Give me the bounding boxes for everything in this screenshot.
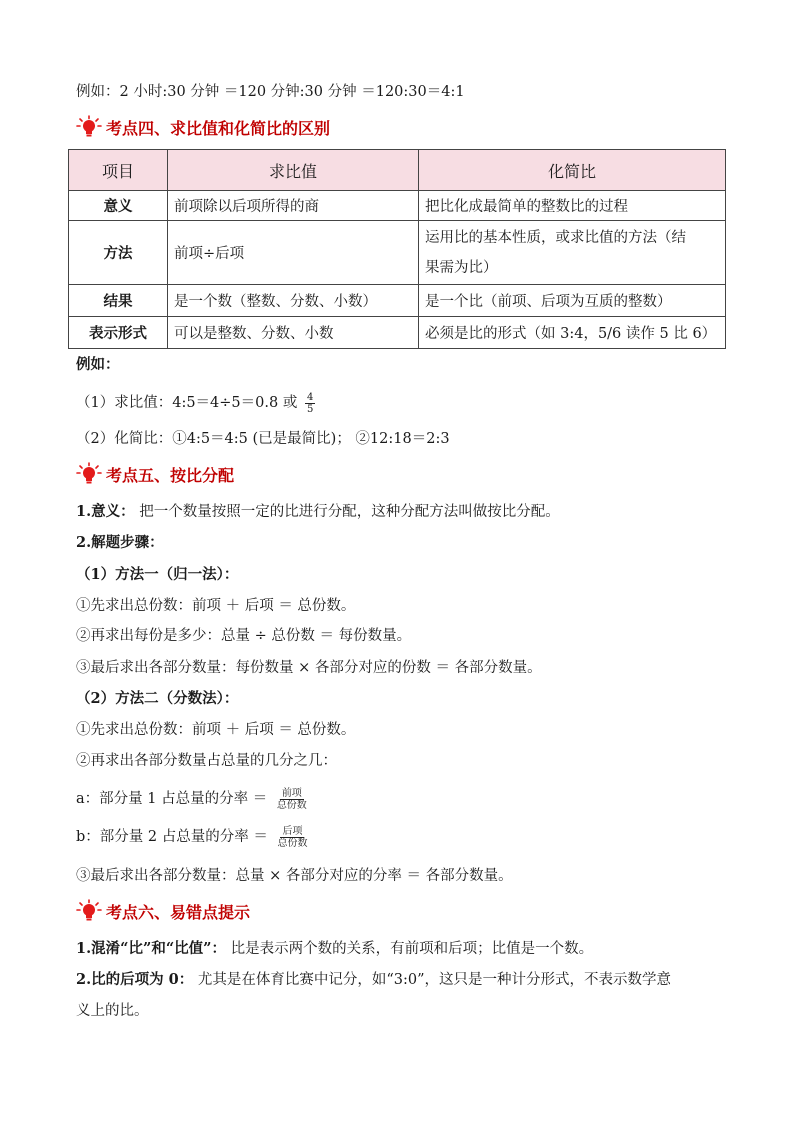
fraction-numerator: 前项 [281,787,302,799]
example-1-text: （1）求比值：4:5＝4÷5＝0.8 或 [76,395,298,411]
section5-heading [76,462,234,486]
simplify-cell: 必须是比的形式（如 3:4，5/6 读作 5 比 6） [419,317,726,349]
fraction-denominator: 5 [306,403,314,415]
comparison-table [68,149,726,349]
meaning-text: 把一个数量按照一定的比进行分配，这种分配方法叫做按比分配。 [139,504,560,520]
table-header-cell: 化简比 [419,150,726,191]
simplify-line: 果需为比） [425,259,498,276]
section4-title: 考点四、求比值和化简比的区别 [106,118,331,138]
method2-step: ③最后求出各部分数量：总量 × 各部分对应的分率 ＝ 各部分数量。 [76,868,513,884]
method2-step: ①先求出总份数：前项 ＋ 后项 ＝ 总份数。 [76,722,356,738]
rate-b-line [76,824,312,850]
tip-1 [76,939,593,959]
method2-label: （2）方法二（分数法）： [76,690,239,707]
fraction [275,788,309,811]
simplify-cell: 把比化成最简单的整数比的过程 [419,191,726,221]
method1-step: ②再求出每份是多少：总量 ÷ 总份数 ＝ 每份数量。 [76,628,412,644]
tip-2-label: 2.比的后项为 0： [76,971,194,988]
table-row [69,317,726,349]
meaning-line [76,502,560,522]
rate-a-text: a：部分量 1 占总量的分率 ＝ [76,791,268,807]
fraction-numerator: 4 [306,391,314,403]
fraction-denominator: 总份数 [276,799,307,811]
section6-title: 考点六、易错点提示 [106,902,251,922]
simplify-cell [419,221,726,285]
example-label: 例如： [76,356,120,373]
simplify-cell: 是一个比（前项、后项为互质的整数） [419,285,726,317]
example-1 [76,390,318,416]
lightbulb-icon [76,115,102,139]
table-header-row [69,150,726,191]
row-label: 意义 [69,191,168,221]
meaning-label: 1.意义： [76,503,135,520]
rate-b-text: b：部分量 2 占总量的分率 ＝ [76,829,268,845]
fraction [305,392,315,415]
fraction-denominator: 总份数 [277,837,308,849]
row-label: 方法 [69,221,168,285]
tip-1-text: 比是表示两个数的关系，有前项和后项；比值是一个数。 [230,941,594,957]
rate-a-line [76,786,312,812]
fraction-numerator: 后项 [282,825,303,837]
lightbulb-icon [76,899,102,923]
row-label: 结果 [69,285,168,317]
example-2: （2）化简比：①4:5＝4:5 (已是最简比)； ②12:18＝2:3 [76,431,450,447]
table-header-cell: 求比值 [168,150,419,191]
table-row [69,285,726,317]
ratio-value-cell: 是一个数（整数、分数、小数） [168,285,419,317]
intro-example: 例如：2 小时:30 分钟 ＝120 分钟:30 分钟 ＝120:30＝4:1 [76,84,465,100]
table-row [69,221,726,285]
table-header-cell: 项目 [69,150,168,191]
section5-title: 考点五、按比分配 [106,465,235,485]
section6-heading [76,899,250,923]
ratio-value-cell: 可以是整数、分数、小数 [168,317,419,349]
lightbulb-icon [76,462,102,486]
simplify-line: 运用比的基本性质，或求比值的方法（结 [425,229,686,246]
tip-2-continued: 义上的比。 [76,1003,149,1019]
section4-heading [76,115,330,139]
fraction [275,826,309,849]
method1-step: ③最后求出各部分数量：每份数量 × 各部分对应的份数 ＝ 各部分数量。 [76,660,542,676]
tip-1-label: 1.混淆“比”和“比值”： [76,940,226,957]
ratio-value-cell: 前项÷后项 [168,221,419,285]
method2-step: ②再求出各部分数量占总量的几分之几： [76,753,337,769]
method1-label: （1）方法一（归一法）： [76,566,239,583]
method1-step: ①先求出总份数：前项 ＋ 后项 ＝ 总份数。 [76,598,356,614]
tip-2 [76,970,671,990]
tip-2-text: 尤其是在体育比赛中记分，如“3:0”，这只是一种计分形式，不表示数学意 [197,972,672,988]
ratio-value-cell: 前项除以后项所得的商 [168,191,419,221]
steps-label: 2.解题步骤： [76,534,164,551]
row-label: 表示形式 [69,317,168,349]
table-row [69,191,726,221]
